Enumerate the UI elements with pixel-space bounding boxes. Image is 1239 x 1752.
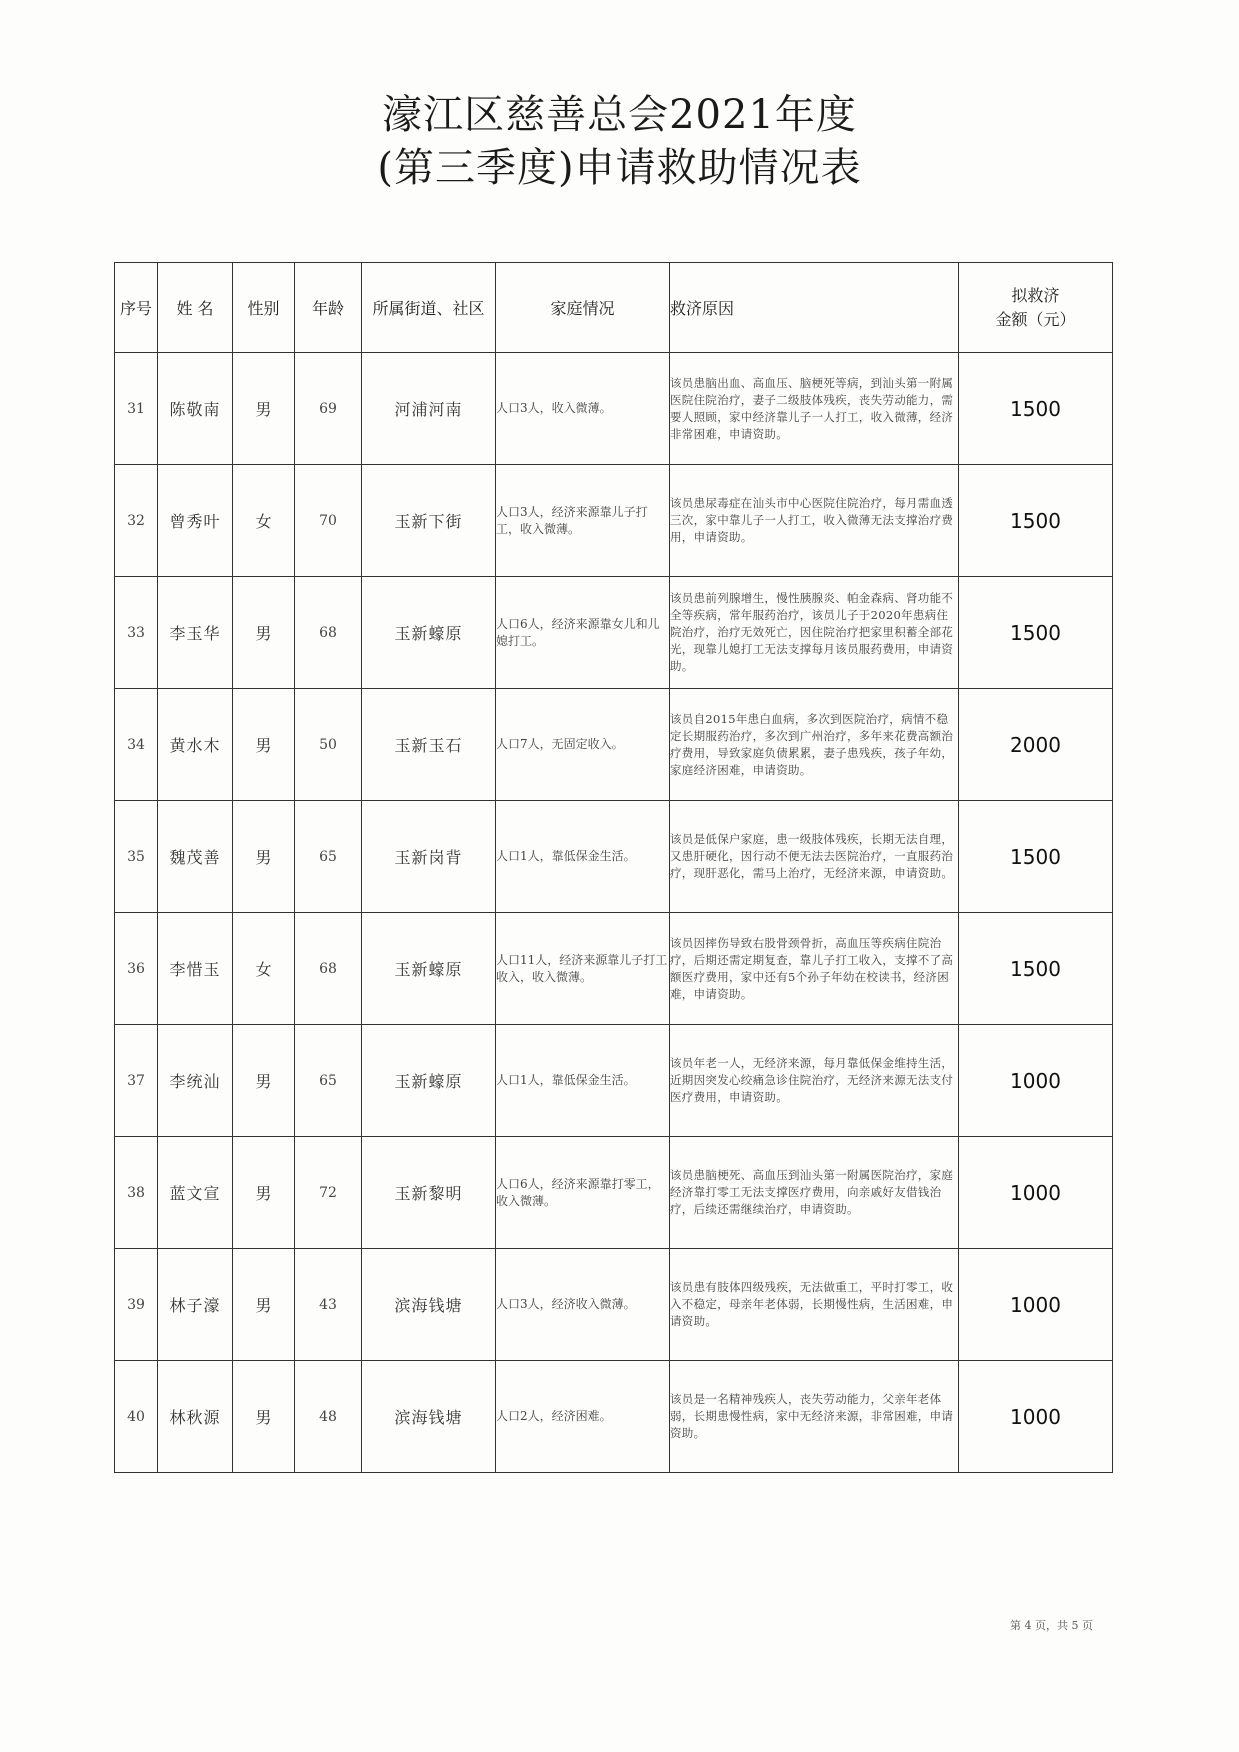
row-age: 68: [295, 577, 362, 689]
row-community: 玉新下街: [362, 465, 496, 577]
row-amount: 1000: [959, 1137, 1113, 1249]
table-row: [115, 1137, 1113, 1249]
row-age: 43: [295, 1249, 362, 1361]
row-no: 39: [115, 1249, 158, 1361]
row-amount: 1000: [959, 1025, 1113, 1137]
row-family: 人口6人，经济来源靠女儿和儿媳打工。: [496, 577, 670, 689]
row-family: 人口1人，靠低保金生活。: [496, 1025, 670, 1137]
table-row: [115, 913, 1113, 1025]
header-family: 家庭情况: [496, 263, 670, 353]
table-row: [115, 689, 1113, 801]
row-reason: 该员是低保户家庭，患一级肢体残疾，长期无法自理，又患肝硬化，因行动不便无法去医院治疗，一直服药治疗，现肝恶化，需马上治疗，无经济来源，申请资助。: [670, 801, 959, 913]
row-sex: 男: [233, 1025, 295, 1137]
row-amount: 1500: [959, 465, 1113, 577]
row-name: 曾秀叶: [158, 465, 233, 577]
row-community: 河浦河南: [362, 353, 496, 465]
row-name: 李统汕: [158, 1025, 233, 1137]
row-age: 68: [295, 913, 362, 1025]
row-amount: 1000: [959, 1249, 1113, 1361]
row-sex: 男: [233, 1249, 295, 1361]
row-sex: 女: [233, 913, 295, 1025]
header-community: 所属街道、社区: [362, 263, 496, 353]
row-sex: 男: [233, 1361, 295, 1473]
row-community: 玉新蠔原: [362, 913, 496, 1025]
header-sex: 性别: [233, 263, 295, 353]
row-sex: 男: [233, 801, 295, 913]
row-name: 魏茂善: [158, 801, 233, 913]
row-name: 陈敬南: [158, 353, 233, 465]
row-family: 人口1人，靠低保金生活。: [496, 801, 670, 913]
header-no: 序号: [115, 263, 158, 353]
table-header-row: [115, 263, 1113, 353]
row-sex: 女: [233, 465, 295, 577]
row-family: 人口6人，经济来源靠打零工，收入微薄。: [496, 1137, 670, 1249]
header-age: 年龄: [295, 263, 362, 353]
row-name: 林秋源: [158, 1361, 233, 1473]
row-community: 玉新蠔原: [362, 577, 496, 689]
table-row: [115, 1025, 1113, 1137]
row-name: 李玉华: [158, 577, 233, 689]
row-amount: 1000: [959, 1361, 1113, 1473]
row-name: 李惜玉: [158, 913, 233, 1025]
table-row: [115, 465, 1113, 577]
row-family: 人口3人，收入微薄。: [496, 353, 670, 465]
row-reason: 该员患脑梗死、高血压到汕头第一附属医院治疗，家庭经济靠打零工无法支撑医疗费用，向亲戚好友借钱治疗，后续还需继续治疗，申请资助。: [670, 1137, 959, 1249]
header-amount-line1: 拟救济: [1011, 285, 1060, 305]
row-family: 人口3人，经济收入微薄。: [496, 1249, 670, 1361]
row-name: 黄水木: [158, 689, 233, 801]
row-amount: 1500: [959, 913, 1113, 1025]
row-age: 72: [295, 1137, 362, 1249]
row-age: 69: [295, 353, 362, 465]
row-community: 玉新玉石: [362, 689, 496, 801]
row-family: 人口7人，无固定收入。: [496, 689, 670, 801]
header-amount-line2: 金额（元）: [995, 309, 1076, 329]
row-no: 32: [115, 465, 158, 577]
row-community: 玉新岗背: [362, 801, 496, 913]
row-amount: 2000: [959, 689, 1113, 801]
row-community: 滨海钱塘: [362, 1361, 496, 1473]
row-sex: 男: [233, 689, 295, 801]
row-no: 36: [115, 913, 158, 1025]
row-family: 人口11人，经济来源靠儿子打工收入，收入微薄。: [496, 913, 670, 1025]
row-reason: 该员年老一人，无经济来源，每月靠低保金维持生活，近期因突发心绞痛急诊住院治疗，无经济来源无法支付医疗费用，申请资助。: [670, 1025, 959, 1137]
row-no: 40: [115, 1361, 158, 1473]
row-family: 人口2人，经济困难。: [496, 1361, 670, 1473]
row-age: 48: [295, 1361, 362, 1473]
table-row: [115, 577, 1113, 689]
row-amount: 1500: [959, 577, 1113, 689]
row-community: 滨海钱塘: [362, 1249, 496, 1361]
table-row: [115, 353, 1113, 465]
table-row: [115, 801, 1113, 913]
row-amount: 1500: [959, 801, 1113, 913]
row-name: 蓝文宣: [158, 1137, 233, 1249]
row-amount: 1500: [959, 353, 1113, 465]
row-age: 65: [295, 801, 362, 913]
row-reason: 该员因摔伤导致右股骨颈骨折，高血压等疾病住院治疗，后期还需定期复查，靠儿子打工收入，支撑不了高额医疗费用，家中还有5个孙子年幼在校读书，经济困难，申请资助。: [670, 913, 959, 1025]
row-age: 50: [295, 689, 362, 801]
row-reason: 该员患尿毒症在汕头市中心医院住院治疗，每月需血透三次，家中靠儿子一人打工，收入微薄无法支撑治疗费用，申请资助。: [670, 465, 959, 577]
row-reason: 该员患有肢体四级残疾，无法做重工，平时打零工，收入不稳定，母亲年老体弱，长期慢性病，生活困难，申请资助。: [670, 1249, 959, 1361]
header-name: 姓 名: [158, 263, 233, 353]
table-row: [115, 1249, 1113, 1361]
row-sex: 男: [233, 577, 295, 689]
header-reason: 救济原因: [670, 263, 959, 353]
relief-table: [114, 262, 1113, 1473]
row-age: 65: [295, 1025, 362, 1137]
row-reason: 该员患前列腺增生，慢性胰腺炎、帕金森病、肾功能不全等疾病，常年服药治疗，该员儿子于2020年患病住院治疗，治疗无效死亡，因住院治疗把家里积蓄全部花光，现靠儿媳打工无法支撑每月该员服药费用，申请资助。: [670, 577, 959, 689]
row-no: 33: [115, 577, 158, 689]
row-no: 35: [115, 801, 158, 913]
row-family: 人口3人，经济来源靠儿子打工，收入微薄。: [496, 465, 670, 577]
row-no: 31: [115, 353, 158, 465]
row-community: 玉新黎明: [362, 1137, 496, 1249]
row-sex: 男: [233, 1137, 295, 1249]
row-sex: 男: [233, 353, 295, 465]
page-title-line1: 濠江区慈善总会2021年度: [382, 92, 857, 138]
row-no: 38: [115, 1137, 158, 1249]
row-community: 玉新蠔原: [362, 1025, 496, 1137]
table-row: [115, 1361, 1113, 1473]
row-reason: 该员患脑出血、高血压、脑梗死等病，到汕头第一附属医院住院治疗，妻子二级肢体残疾，丧失劳动能力，需要人照顾，家中经济靠儿子一人打工，收入微薄，经济非常困难，申请资助。: [670, 353, 959, 465]
page-title-line2: (第三季度)申请救助情况表: [377, 145, 862, 191]
row-no: 37: [115, 1025, 158, 1137]
row-reason: 该员自2015年患白血病，多次到医院治疗，病情不稳定长期服药治疗，多次到广州治疗，多年来花费高额治疗费用，导致家庭负债累累，妻子患残疾，孩子年幼，家庭经济困难，申请资助。: [670, 689, 959, 801]
row-no: 34: [115, 689, 158, 801]
header-amount: [959, 263, 1113, 353]
row-age: 70: [295, 465, 362, 577]
page-number: 第 4 页，共 5 页: [1010, 1619, 1093, 1632]
row-reason: 该员是一名精神残疾人，丧失劳动能力，父亲年老体弱，长期患慢性病，家中无经济来源，非常困难，申请资助。: [670, 1361, 959, 1473]
row-name: 林子濠: [158, 1249, 233, 1361]
